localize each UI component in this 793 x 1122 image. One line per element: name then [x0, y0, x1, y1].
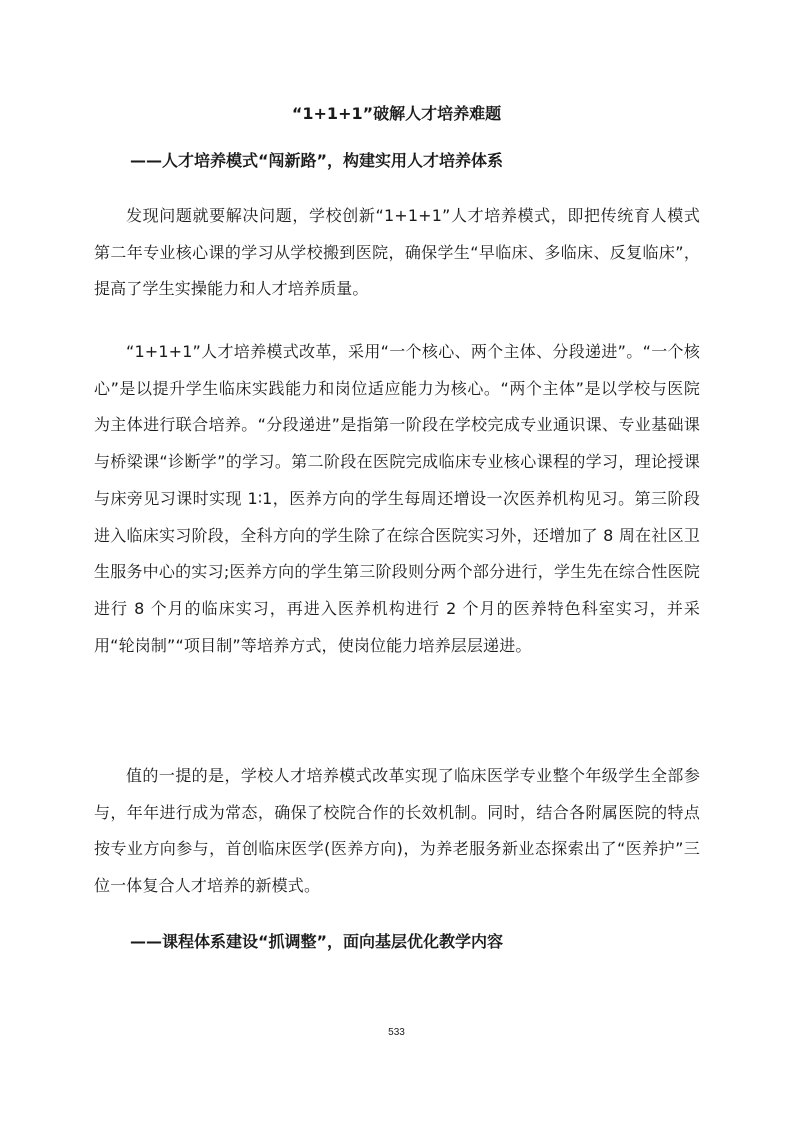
page-number: 533 [388, 1027, 405, 1038]
paragraph-3: 值的一提的是，学校人才培养模式改革实现了临床医学专业整个年级学生全部参与，年年进行成为常态，确保了校院合作的长效机制。同时，结合各附属医院的特点按专业方向参与，首创临床医学(医养方向)，为养老服务新业态探索出了“医养护”三位一体复合人才培养的新模式。 [94, 766, 700, 896]
page-title: “1+1+1”破解人才培养难题 [291, 104, 502, 123]
paragraph-1: 发现问题就要解决问题，学校创新“1+1+1”人才培养模式，即把传统育人模式第二年专业核心课的学习从学校搬到医院，确保学生“早临床、多临床、反复临床”，提高了学生实操能力和人才培养质量。 [94, 206, 700, 299]
section-heading-training-model: ——人才培养模式“闯新路”，构建实用人才培养体系 [130, 151, 504, 170]
paragraph-2: “1+1+1”人才培养模式改革，采用“一个核心、两个主体、分段递进”。“一个核心”是以提升学生临床实践能力和岗位适应能力为核心。“两个主体”是以学校与医院为主体进行联合培养。“分段递进”是指第一阶段在学校完成专业通识课、专业基础课与桥梁课“诊断学”的学习。第二阶段在医院完成临床专业核心课程的学习，理论授课与床旁见习课时实现 1∶1，医养方向的学生每周还增设一次医养机构见习。第三阶段进入临床实习阶段，全科方向的学生除了在综合医院实习外，还增加了 8 周在社区卫生服务中心的实习;医养方向的学生第三阶段则分两个部分进行，学生先在综合性医院进行 8 个月的临床实习，再进入医养机构进行 2 个月的医养特色科室实习，并采用“轮岗制”“项目制”等培养方式，使岗位能力培养层层递进。 [94, 342, 700, 655]
section-heading-curriculum: ——课程体系建设“抓调整”，面向基层优化教学内容 [130, 932, 504, 951]
